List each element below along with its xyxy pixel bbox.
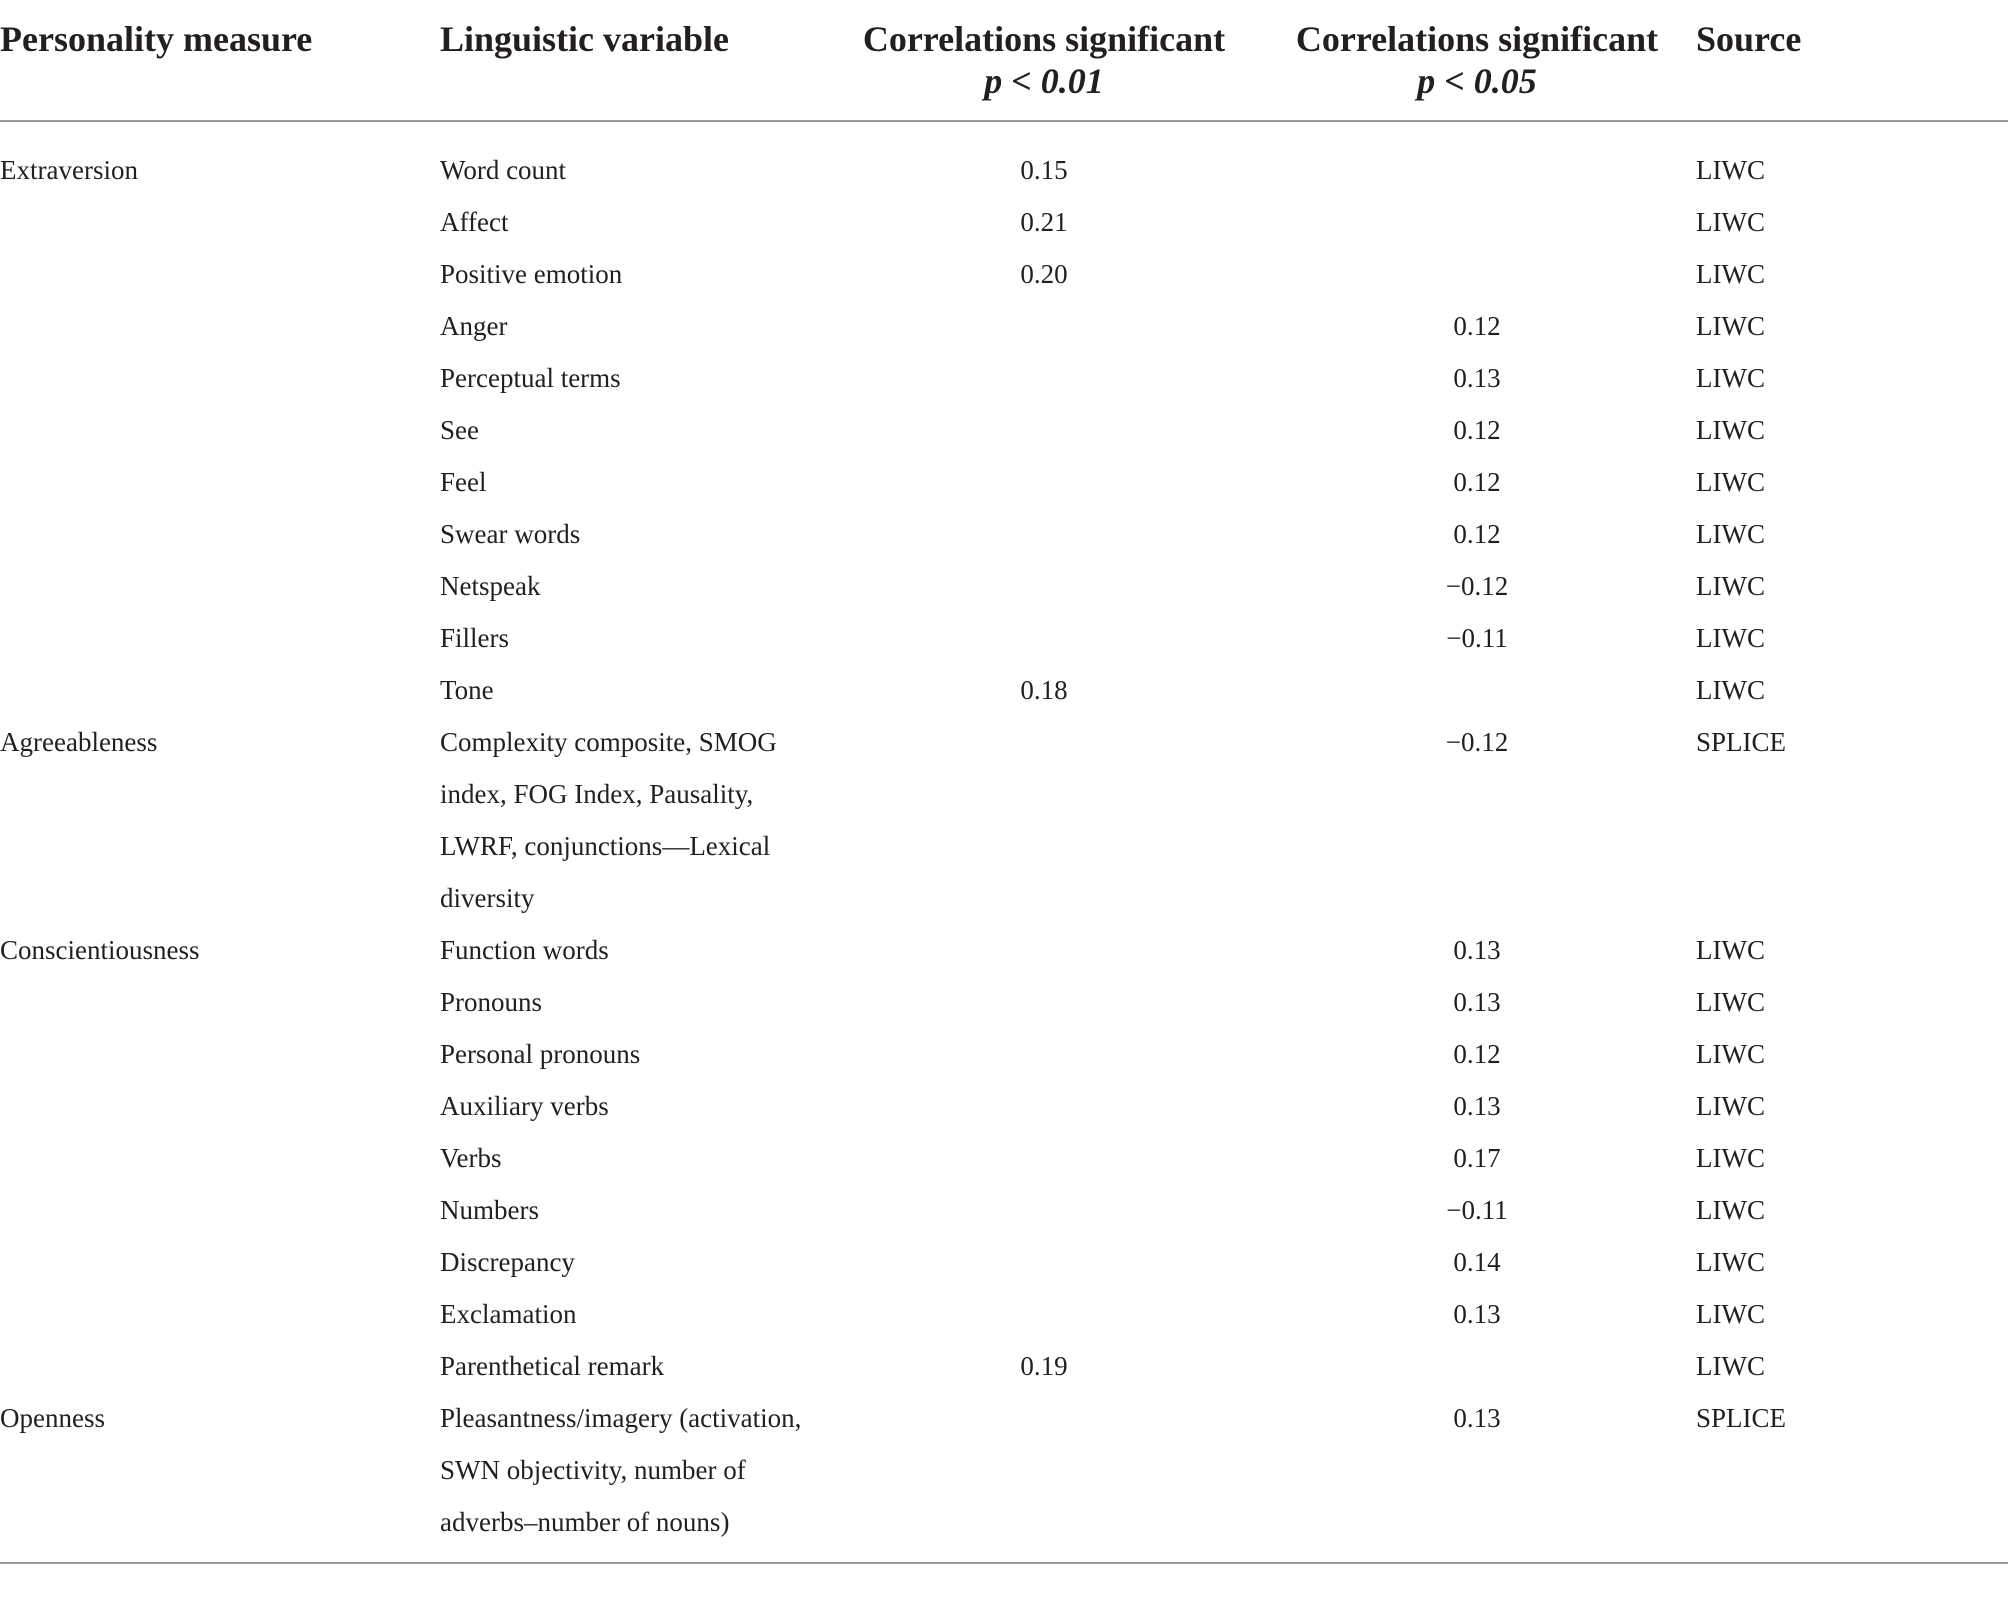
cell-source: LIWC	[1696, 571, 1765, 601]
cell-personality-measure	[0, 1288, 440, 1340]
table-row	[0, 1392, 2008, 1562]
cell-correlation-p05: −0.11	[1446, 623, 1508, 653]
table-row	[0, 404, 2008, 456]
cell-linguistic-variable: Numbers	[440, 1195, 539, 1225]
cell-correlation-p01	[830, 716, 1258, 924]
cell-personality-measure	[0, 248, 440, 300]
cell-linguistic-variable: Fillers	[440, 623, 510, 653]
cell-source: LIWC	[1696, 363, 1765, 393]
cell-source: LIWC	[1696, 1247, 1765, 1277]
header-correlations-p05	[1258, 0, 1696, 121]
cell-correlation-p01	[830, 560, 1258, 612]
cell-linguistic-variable: Netspeak	[440, 571, 541, 601]
cell-source: LIWC	[1696, 207, 1765, 237]
cell-correlation-p01	[830, 976, 1258, 1028]
table-row	[0, 560, 2008, 612]
header-p01-line2: p < 0.01	[984, 61, 1104, 101]
table-row	[0, 1132, 2008, 1184]
table-row	[0, 1080, 2008, 1132]
cell-correlation-p01	[830, 1392, 1258, 1562]
header-correlations-p01	[830, 0, 1258, 121]
cell-personality-measure: Agreeableness	[0, 727, 158, 757]
cell-source: LIWC	[1696, 935, 1765, 965]
table-row	[0, 352, 2008, 404]
header-p05-line2: p < 0.05	[1417, 61, 1537, 101]
cell-correlation-p01	[830, 612, 1258, 664]
cell-source: LIWC	[1696, 987, 1765, 1017]
cell-correlation-p05	[1258, 121, 1696, 196]
cell-personality-measure	[0, 196, 440, 248]
cell-source: LIWC	[1696, 415, 1765, 445]
cell-personality-measure	[0, 300, 440, 352]
header-p05-line1: Correlations significant	[1295, 19, 1659, 59]
cell-correlation-p01	[830, 352, 1258, 404]
cell-correlation-p05: −0.12	[1445, 727, 1509, 757]
table-row	[0, 121, 2008, 196]
cell-correlation-p05: −0.11	[1446, 1195, 1508, 1225]
cell-correlation-p01	[830, 456, 1258, 508]
table-row	[0, 976, 2008, 1028]
cell-linguistic-variable: Anger	[440, 311, 508, 341]
cell-correlation-p01: 0.18	[1020, 675, 1068, 705]
cell-correlation-p05: 0.12	[1453, 415, 1501, 445]
cell-linguistic-variable: Swear words	[440, 519, 581, 549]
cell-source: LIWC	[1696, 1091, 1765, 1121]
table-row	[0, 196, 2008, 248]
cell-correlation-p01: 0.21	[1020, 207, 1068, 237]
cell-personality-measure	[0, 1080, 440, 1132]
table-row	[0, 1236, 2008, 1288]
table-row	[0, 612, 2008, 664]
cell-linguistic-variable: Feel	[440, 467, 487, 497]
cell-linguistic-variable: Exclamation	[440, 1299, 577, 1329]
cell-personality-measure: Extraversion	[0, 155, 138, 185]
table-row	[0, 924, 2008, 976]
cell-source: LIWC	[1696, 1039, 1765, 1069]
table-row	[0, 300, 2008, 352]
cell-personality-measure	[0, 1340, 440, 1392]
cell-linguistic-variable: Word count	[440, 155, 567, 185]
cell-linguistic-variable: Discrepancy	[440, 1247, 575, 1277]
cell-personality-measure	[0, 560, 440, 612]
cell-correlation-p01	[830, 1028, 1258, 1080]
cell-correlation-p05: 0.14	[1453, 1247, 1501, 1277]
cell-correlation-p05: 0.12	[1453, 311, 1501, 341]
cell-source: LIWC	[1696, 519, 1765, 549]
table-row	[0, 248, 2008, 300]
cell-correlation-p05: 0.13	[1453, 1403, 1501, 1433]
cell-linguistic-variable: Personal pronouns	[440, 1039, 641, 1069]
table-row	[0, 716, 2008, 924]
cell-linguistic-variable: Affect	[440, 207, 509, 237]
cell-personality-measure	[0, 456, 440, 508]
table-row	[0, 456, 2008, 508]
cell-source: LIWC	[1696, 1351, 1765, 1381]
cell-linguistic-variable: Positive emotion	[440, 259, 623, 289]
cell-correlation-p05: 0.12	[1453, 1039, 1501, 1069]
cell-personality-measure	[0, 612, 440, 664]
cell-correlation-p01: 0.19	[1020, 1351, 1068, 1381]
cell-source: SPLICE	[1696, 1403, 1787, 1433]
table-row	[0, 664, 2008, 716]
cell-correlation-p01	[830, 1132, 1258, 1184]
cell-correlation-p05: −0.12	[1445, 571, 1509, 601]
cell-correlation-p05: 0.13	[1453, 935, 1501, 965]
cell-correlation-p05: 0.12	[1453, 519, 1501, 549]
cell-personality-measure: Openness	[0, 1403, 105, 1433]
cell-source: LIWC	[1696, 467, 1765, 497]
cell-personality-measure	[0, 1236, 440, 1288]
cell-correlation-p01	[830, 404, 1258, 456]
cell-linguistic-variable: Perceptual terms	[440, 363, 621, 393]
cell-linguistic-variable: Pronouns	[440, 987, 543, 1017]
cell-correlation-p05: 0.13	[1453, 987, 1501, 1017]
header-source: Source	[1696, 0, 2008, 121]
header-row	[0, 0, 2008, 121]
cell-source: SPLICE	[1696, 727, 1787, 757]
cell-source: LIWC	[1696, 1299, 1765, 1329]
table-row	[0, 508, 2008, 560]
cell-correlation-p01: 0.20	[1020, 259, 1068, 289]
header-linguistic-variable: Linguistic variable	[440, 0, 830, 121]
cell-personality-measure	[0, 404, 440, 456]
cell-correlation-p05: 0.13	[1453, 1299, 1501, 1329]
table-row	[0, 1028, 2008, 1080]
cell-correlation-p01	[830, 300, 1258, 352]
cell-source: LIWC	[1696, 1143, 1765, 1173]
cell-personality-measure	[0, 1132, 440, 1184]
cell-linguistic-variable: Parenthetical remark	[440, 1351, 665, 1381]
cell-correlation-p01	[830, 1080, 1258, 1132]
cell-source: LIWC	[1696, 311, 1765, 341]
cell-personality-measure	[0, 1028, 440, 1080]
cell-correlation-p01	[830, 508, 1258, 560]
table-bottom-rule	[0, 1562, 2008, 1564]
table-row	[0, 1288, 2008, 1340]
cell-linguistic-variable: Pleasantness/imagery (activation, SWN objectivity, number of adverbs–number of nouns)	[440, 1403, 802, 1537]
cell-correlation-p05	[1258, 1340, 1696, 1392]
table-row	[0, 1184, 2008, 1236]
cell-source: LIWC	[1696, 623, 1765, 653]
table-body	[0, 121, 2008, 1562]
cell-correlation-p05: 0.13	[1453, 1091, 1501, 1121]
cell-correlation-p05: 0.12	[1453, 467, 1501, 497]
cell-correlation-p01	[830, 1288, 1258, 1340]
cell-personality-measure	[0, 976, 440, 1028]
cell-personality-measure	[0, 1184, 440, 1236]
cell-linguistic-variable: Auxiliary verbs	[440, 1091, 609, 1121]
table-row	[0, 1340, 2008, 1392]
cell-correlation-p05	[1258, 196, 1696, 248]
table-header	[0, 0, 2008, 121]
cell-source: LIWC	[1696, 675, 1765, 705]
cell-correlation-p01	[830, 924, 1258, 976]
cell-correlation-p05: 0.13	[1453, 363, 1501, 393]
header-p01-line1: Correlations significant	[862, 19, 1226, 59]
cell-correlation-p01: 0.15	[1020, 155, 1068, 185]
cell-source: LIWC	[1696, 1195, 1765, 1225]
cell-linguistic-variable: Tone	[440, 675, 494, 705]
cell-personality-measure	[0, 508, 440, 560]
cell-source: LIWC	[1696, 155, 1765, 185]
header-personality-measure: Personality measure	[0, 0, 440, 121]
cell-correlation-p01	[830, 1236, 1258, 1288]
cell-linguistic-variable: Complexity composite, SMOG index, FOG Index, Pausality, LWRF, conjunctions—Lexical diversity	[440, 727, 777, 913]
cell-linguistic-variable: Function words	[440, 935, 609, 965]
cell-personality-measure: Conscientiousness	[0, 935, 200, 965]
cell-correlation-p05: 0.17	[1453, 1143, 1501, 1173]
cell-correlation-p05	[1258, 664, 1696, 716]
cell-correlation-p05	[1258, 248, 1696, 300]
cell-personality-measure	[0, 352, 440, 404]
cell-correlation-p01	[830, 1184, 1258, 1236]
cell-personality-measure	[0, 664, 440, 716]
cell-linguistic-variable: See	[440, 415, 479, 445]
cell-source: LIWC	[1696, 259, 1765, 289]
cell-linguistic-variable: Verbs	[440, 1143, 502, 1173]
